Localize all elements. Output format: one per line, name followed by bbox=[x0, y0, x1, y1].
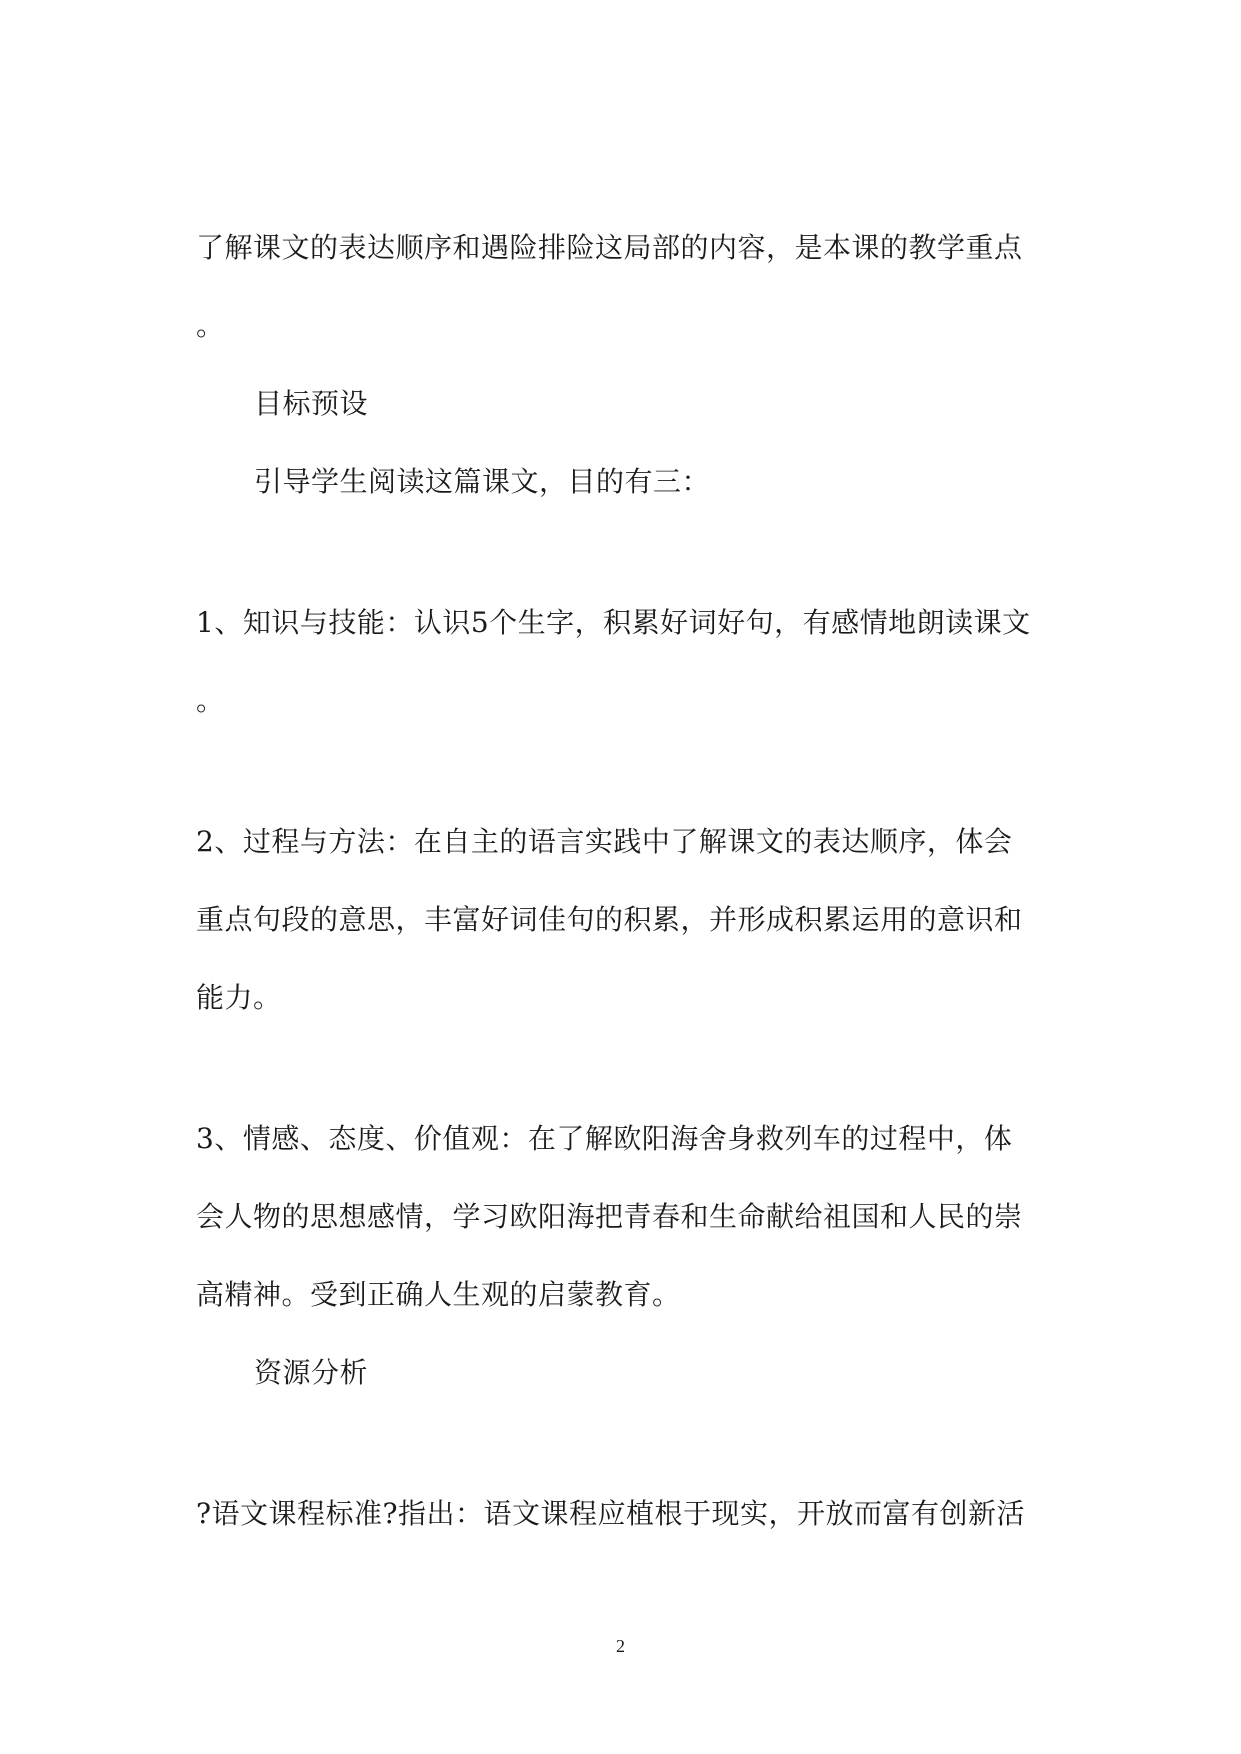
text-line: 重点句段的意思，丰富好词佳句的积累，并形成积累运用的意识和 bbox=[196, 903, 1023, 936]
text-line: 会人物的思想感情，学习欧阳海把青春和生命献给祖国和人民的崇 bbox=[196, 1200, 1023, 1233]
list-item-knowledge: 1、知识与技能：认识5个生字，积累好词好句，有感情地朗读课文 bbox=[196, 606, 1031, 639]
text-line: 。 bbox=[196, 684, 225, 717]
text-line: 了解课文的表达顺序和遇险排险这局部的内容，是本课的教学重点 bbox=[196, 231, 1023, 264]
list-item-emotion: 3、情感、态度、价值观：在了解欧阳海舍身救列车的过程中，体 bbox=[196, 1122, 1013, 1155]
page-number: 2 bbox=[616, 1636, 625, 1656]
text-line: 能力。 bbox=[196, 981, 282, 1014]
text-line: 。 bbox=[196, 309, 225, 342]
text-line: ?语文课程标准?指出：语文课程应植根于现实，开放而富有创新活 bbox=[196, 1497, 1026, 1530]
section-heading-resources: 资源分析 bbox=[254, 1356, 369, 1389]
section-heading-goals: 目标预设 bbox=[254, 387, 369, 420]
text-line: 高精神。受到正确人生观的启蒙教育。 bbox=[196, 1278, 681, 1311]
list-item-process: 2、过程与方法：在自主的语言实践中了解课文的表达顺序，体会 bbox=[196, 825, 1013, 858]
text-line: 引导学生阅读这篇课文，目的有三： bbox=[254, 465, 711, 498]
